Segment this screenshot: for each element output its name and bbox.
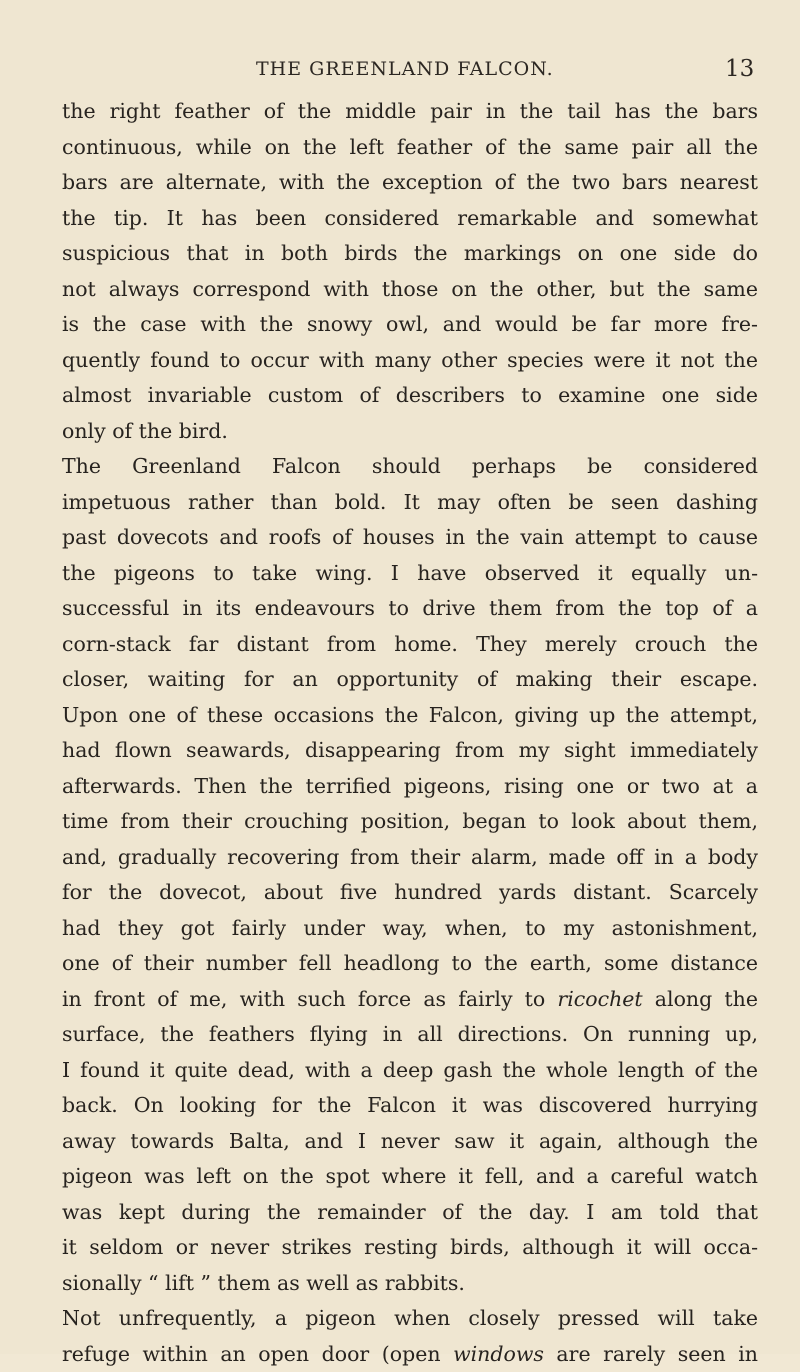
text-line: the right feather of the middle pair in the tail has the bars (62, 94, 758, 130)
text-line: quently found to occur with many other species were it not the (62, 343, 758, 379)
text-line: afterwards. Then the terrified pigeons, rising one or two at a (62, 769, 758, 805)
running-head (0, 58, 800, 88)
text-line: had they got fairly under way, when, to my astonishment, (62, 911, 758, 947)
text-line: it seldom or never strikes resting birds, although it will occa- (62, 1230, 758, 1266)
text-line: corn-stack far distant from home. They merely crouch the (62, 627, 758, 663)
text-line: sionally “ lift ” them as well as rabbits. (62, 1266, 758, 1302)
text-line: the pigeons to take wing. I have observed it equally un- (62, 556, 758, 592)
text-line: away towards Balta, and I never saw it again, although the (62, 1124, 758, 1160)
text-line: suspicious that in both birds the markings on one side do (62, 236, 758, 272)
text-line: had flown seawards, disappearing from my sight immediately (62, 733, 758, 769)
text-line: for the dovecot, about five hundred yards distant. Scarcely (62, 875, 758, 911)
text-line: back. On looking for the Falcon it was discovered hurrying (62, 1088, 758, 1124)
text-line: time from their crouching position, began to look about them, (62, 804, 758, 840)
text-line: Upon one of these occasions the Falcon, giving up the attempt, (62, 698, 758, 734)
text-line: successful in its endeavours to drive them from the top of a (62, 591, 758, 627)
text-line: bars are alternate, with the exception of the two bars nearest (62, 165, 758, 201)
text-line: continuous, while on the left feather of the same pair all the (62, 130, 758, 166)
text-line: not always correspond with those on the other, but the same (62, 272, 758, 308)
running-title: THE GREENLAND FALCON. (256, 58, 554, 80)
text-line: in front of me, with such force as fairly to ricochet along the (62, 982, 758, 1018)
text-line: the tip. It has been considered remarkable and somewhat (62, 201, 758, 237)
text-line: one of their number fell headlong to the earth, some distance (62, 946, 758, 982)
text-line: past dovecots and roofs of houses in the vain attempt to cause (62, 520, 758, 556)
text-line: was kept during the remainder of the day. I am told that (62, 1195, 758, 1231)
italic-word: ricochet (557, 987, 642, 1011)
text-line: I found it quite dead, with a deep gash the whole length of the (62, 1053, 758, 1089)
body-text (62, 94, 758, 1372)
text-line: closer, waiting for an opportunity of making their escape. (62, 662, 758, 698)
text-line: pigeon was left on the spot where it fell, and a careful watch (62, 1159, 758, 1195)
text-line: and, gradually recovering from their alarm, made off in a body (62, 840, 758, 876)
page-number: 13 (725, 56, 754, 82)
text-line: refuge within an open door (open windows are rarely seen in (62, 1337, 758, 1372)
italic-word: windows (453, 1342, 544, 1366)
text-line: only of the bird. (62, 414, 758, 450)
text-line: surface, the feathers flying in all directions. On running up, (62, 1017, 758, 1053)
text-line: The Greenland Falcon should perhaps be considered (62, 449, 758, 485)
text-line: impetuous rather than bold. It may often be seen dashing (62, 485, 758, 521)
text-line: Not unfrequently, a pigeon when closely pressed will take (62, 1301, 758, 1337)
text-line: almost invariable custom of describers to examine one side (62, 378, 758, 414)
text-line: is the case with the snowy owl, and would be far more fre- (62, 307, 758, 343)
